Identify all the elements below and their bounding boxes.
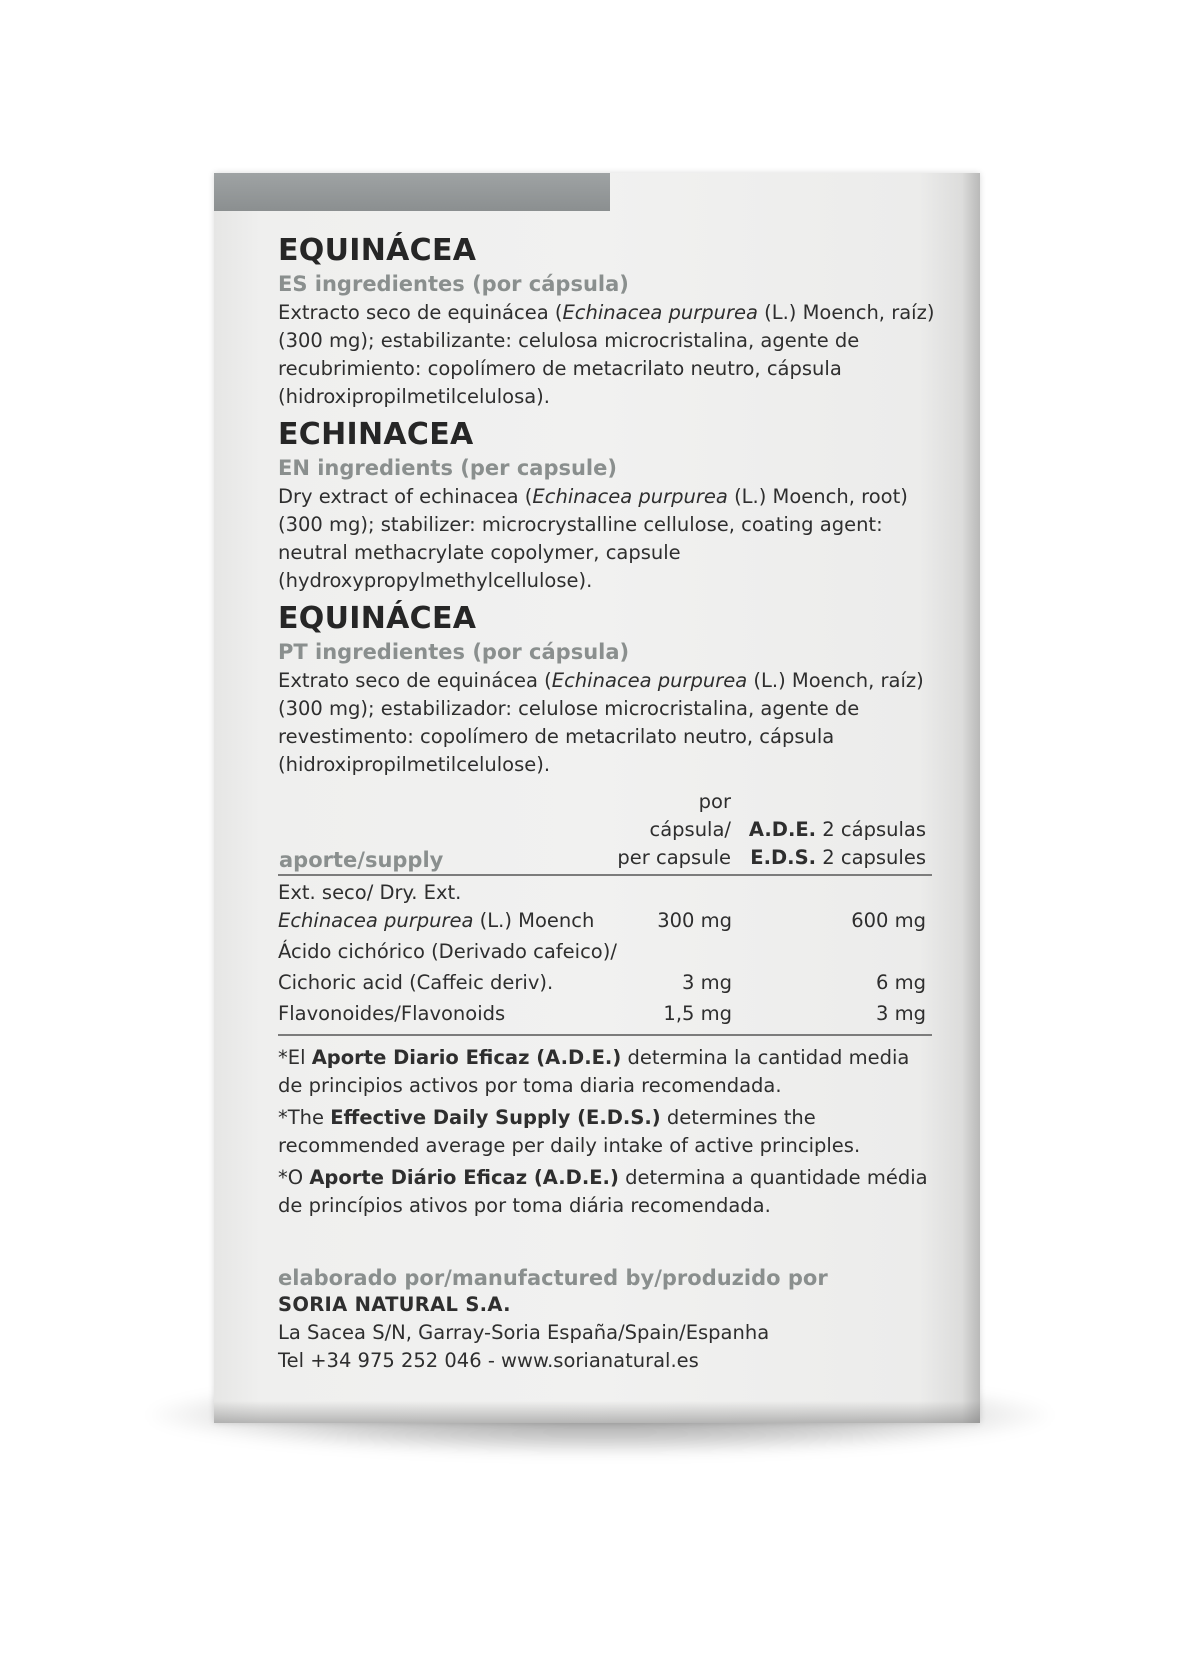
- table-row: Flavonoides/Flavonoids 1,5 mg 3 mg: [278, 997, 932, 1035]
- ingredients-heading-pt: PT ingredientes (por cápsula): [278, 640, 630, 664]
- footnotes: [278, 1044, 938, 1220]
- product-title-en: ECHINACEA: [278, 417, 474, 452]
- section-en: [278, 417, 938, 595]
- manufacturer-block: [278, 1265, 938, 1375]
- supply-label: aporte/supply: [279, 848, 444, 872]
- product-title-es: EQUINÁCEA: [278, 233, 477, 268]
- top-color-band: [214, 173, 610, 211]
- manufacturer-name: SORIA NATURAL S.A.: [278, 1293, 511, 1316]
- ingredients-heading-en: EN ingredients (per capsule): [278, 456, 617, 480]
- footnote-en: *The Effective Daily Supply (E.D.S.) determines the recommended average per daily intake of active principles.: [278, 1106, 861, 1157]
- product-box-back: [214, 173, 980, 1423]
- per-capsule-header: por cápsula/ per capsule: [617, 790, 731, 869]
- table-row: Cichoric acid (Caffeic deriv). 3 mg 6 mg: [278, 966, 932, 997]
- latin-name: Echinacea purpurea: [551, 669, 748, 692]
- supply-table-header: [278, 787, 932, 875]
- manufacturer-address: La Sacea S/N, Garray-Soria España/Spain/Espanha: [278, 1321, 770, 1344]
- per-capsule-value: 3 mg: [682, 971, 732, 994]
- latin-name: Echinacea purpurea: [532, 485, 728, 508]
- table-row: Ext. seco/ Dry. Ext.: [278, 881, 462, 904]
- daily-value: 6 mg: [876, 971, 926, 994]
- daily-value: 600 mg: [851, 909, 926, 932]
- product-title-pt: EQUINÁCEA: [278, 601, 477, 636]
- per-capsule-value: 1,5 mg: [663, 1002, 732, 1025]
- ingredients-text-pt: Extrato seco de equinácea (Echinacea purpurea (L.) Moench, raíz) (300 mg); estabilizador: celulose microcristalina, agente de revestimento: copolímero de metacrilato neutro, cápsula (hidroxipropilmetilcelulose).: [278, 669, 924, 776]
- daily-value: 3 mg: [876, 1002, 926, 1025]
- latin-name: Echinacea purpurea: [562, 301, 758, 324]
- latin-name: Echinacea purpurea: [278, 909, 474, 932]
- footnote-es: *El Aporte Diario Eficaz (A.D.E.) determina la cantidad media de principios activos por toma diaria recomendada.: [278, 1046, 910, 1097]
- section-pt: [278, 601, 938, 779]
- manufacturer-label: elaborado por/manufactured by/produzido por: [278, 1266, 828, 1290]
- box-bottom-edge: [214, 1401, 980, 1423]
- per-capsule-value: 300 mg: [657, 909, 732, 932]
- supply-table: [278, 787, 932, 1036]
- section-es: [278, 233, 938, 411]
- ingredients-text-en: Dry extract of echinacea (Echinacea purpurea (L.) Moench, root) (300 mg); stabilizer: microcrystalline cellulose, coating agent: neutral methacrylate copolymer, capsule (hydroxypropylmethylcellulose).: [278, 485, 908, 592]
- box-right-edge: [962, 173, 980, 1423]
- footnote-pt: *O Aporte Diário Eficaz (A.D.E.) determina a quantidade média de princípios ativos por toma diária recomendada.: [278, 1166, 928, 1217]
- ingredients-heading-es: ES ingredientes (por cápsula): [278, 272, 629, 296]
- table-row: Ácido cichórico (Derivado cafeico)/: [278, 940, 617, 963]
- table-row: Echinacea purpurea (L.) Moench 300 mg 600 mg: [278, 907, 932, 935]
- manufacturer-contact: Tel +34 975 252 046 - www.sorianatural.es: [278, 1349, 699, 1372]
- ingredients-text-es: Extracto seco de equinácea (Echinacea purpurea (L.) Moench, raíz) (300 mg); estabilizante: celulosa microcristalina, agente de recubrimiento: copolímero de metacrilato neutro, cápsula (hidroxipropilmetilcelulosa).: [278, 301, 935, 408]
- label-content: [278, 233, 938, 1224]
- daily-supply-header: A.D.E. 2 cápsulas E.D.S. 2 capsules: [748, 818, 926, 869]
